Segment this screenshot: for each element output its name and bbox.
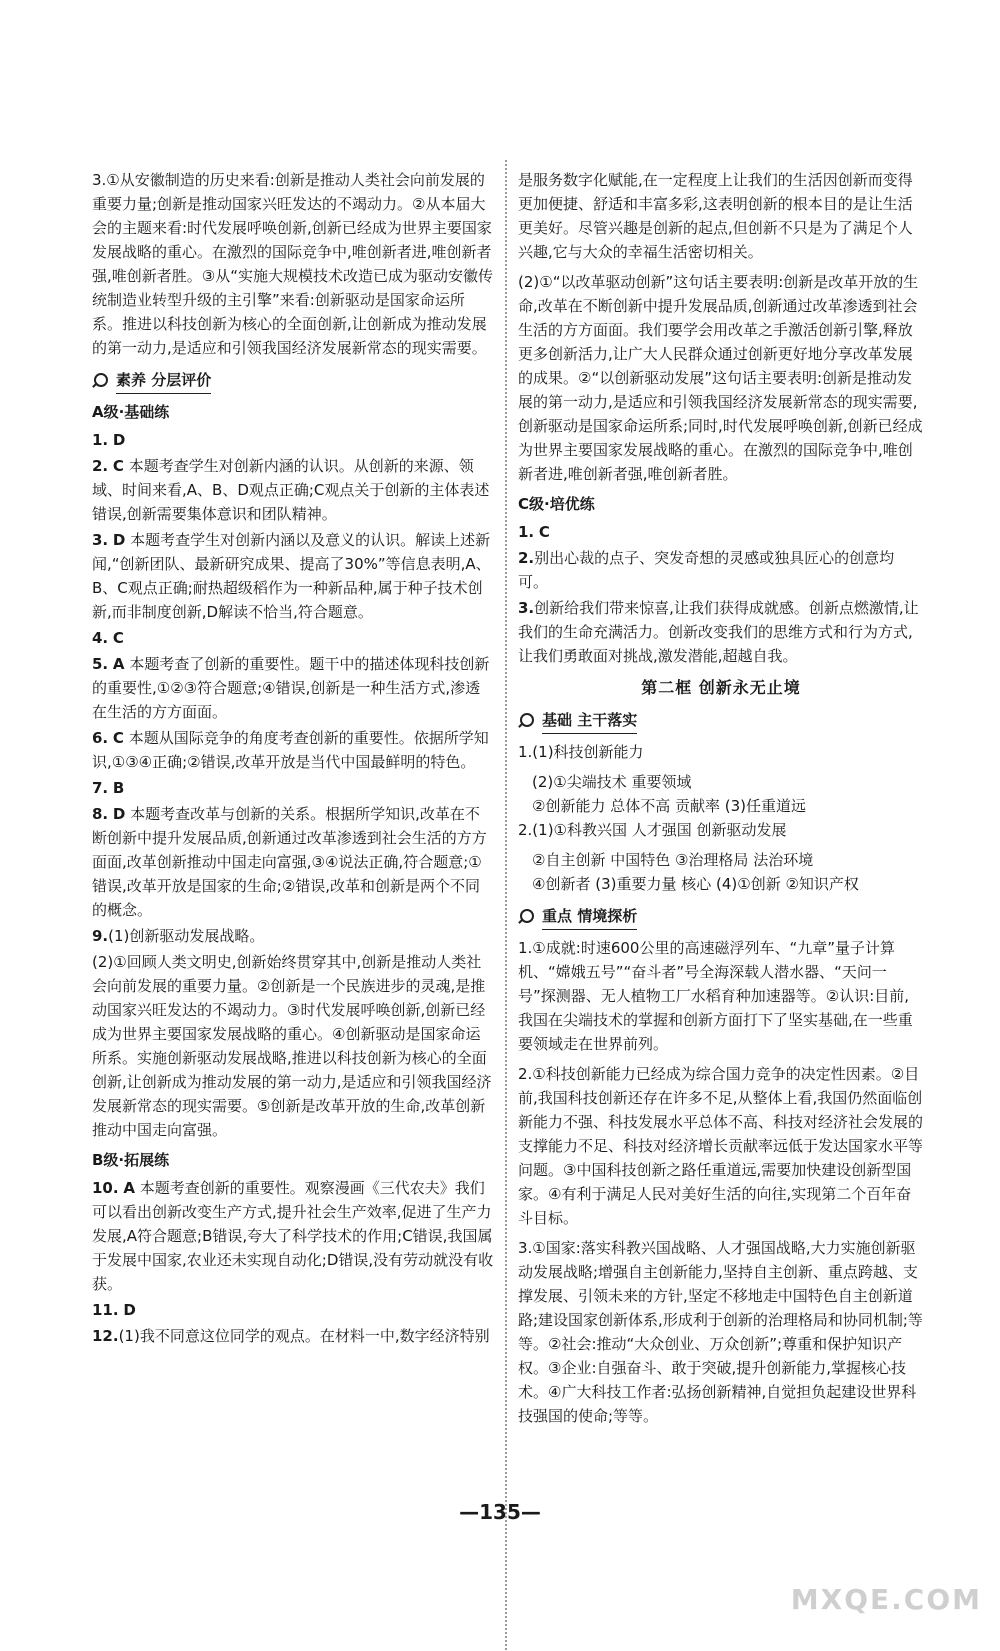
answer-item: [518, 546, 924, 594]
magnifier-icon: [518, 908, 536, 926]
answer-paragraph: 3.①从安徽制造的历史来看:创新是推动人类社会向前发展的重要力量;创新是推动国家兴旺发达的不竭动力。②从本届大会的主题来看:时代发展呼唤创新,创新已经成为世界主要国家发展战略的重心。在激烈的国际竞争中,唯创新者进,唯创新者强,唯创新者胜。③从“实施大规模技术改造已成为驱动安徽传统制造业转型升级的主引擎”来看:创新驱动是国家命运所系。推进以科技创新为核心的全面创新,让创新成为推动发展的第一动力,是适应和引领我国经济发展新常态的现实需要。: [92, 171, 493, 357]
answer-item: [92, 428, 494, 452]
item-explanation: 本题考查改革与创新的关系。根据所学知识,改革在不断创新中提升发展品质,创新通过改革渗透到社会生活的方方面面,改革创新推动中国走向富强,③④说法正确,符合题意;①错误,改革开放是国家的生命;②错误,改革和创新是两个不同的概念。: [92, 805, 487, 919]
item-explanation: (1)创新驱动发展战略。: [108, 927, 265, 945]
item-number: 11.: [92, 1301, 119, 1319]
item-answer: D: [112, 531, 126, 549]
item-explanation: 本题考查学生对创新内涵的认识。从创新的来源、领域、时间来看,A、B、D观点正确;C观点关于创新的主体表述错误,创新需要集体意识和团队精神。: [92, 457, 490, 523]
section-heading: [92, 368, 494, 394]
item-number: 9.: [92, 927, 109, 945]
level-heading: B级·拓展练: [92, 1151, 170, 1169]
answer-subline: ②自主创新 中国特色 ③治理格局 法治环境: [532, 851, 814, 869]
answer-paragraph: 2.①科技创新能力已经成为综合国力竞争的决定性因素。②目前,我国科技创新还存在许多不足,从整体上看,我国仍然面临创新能力不强、科技发展水平总体不高、科技对经济社会发展的支撑能力不足、科技对经济增长贡献率远低于发达国家水平等问题。③中国科技创新之路任重道远,需要加快建设创新型国家。④有利于满足人民对美好生活的向往,实现第二个百年奋斗目标。: [518, 1065, 924, 1227]
item-answer: A: [123, 1179, 135, 1197]
item-explanation: 本题考查了创新的重要性。题干中的描述体现科技创新的重要性,①②③符合题意;④错误,创新是一种生活方式,渗透在生活的方方面面。: [92, 655, 490, 721]
answer-paragraph: 1.①成就:时速600公里的高速磁浮列车、“九章”量子计算机、“嫦娥五号”“奋斗者”号全海深载人潜水器、“天问一号”探测器、无人植物工厂水稻育种加速器等。②认识:目前,我国在尖端技术的掌握和创新方面打下了坚实基础,在一些重要领域走在世界前列。: [518, 939, 913, 1053]
item-answer: D: [123, 1301, 136, 1319]
item-number: 2.: [518, 549, 535, 567]
section-heading-text: 基础 主干落实: [542, 708, 637, 734]
answer-item: [92, 1298, 494, 1322]
item-number: 4.: [92, 629, 109, 647]
answer-item: [92, 924, 494, 948]
answer-paragraph: 2.(1)①科教兴国 人才强国 创新驱动发展: [518, 821, 787, 839]
answer-item: [92, 626, 494, 650]
item-answer: C: [538, 523, 550, 541]
answer-item: [92, 1176, 494, 1296]
item-number: 1.: [518, 523, 535, 541]
item-explanation: (1)我不同意这位同学的观点。在材料一中,数字经济特别: [118, 1327, 490, 1345]
answer-subline: ②创新能力 总体不高 贡献率 (3)任重道远: [532, 797, 807, 815]
site-watermark: MXQE.COM: [790, 1583, 982, 1616]
section-heading-text: 重点 情境探析: [542, 904, 637, 930]
answer-subline: ④创新者 (3)重要力量 核心 (4)①创新 ②知识产权: [532, 875, 859, 893]
answer-subline: (2)①尖端技术 重要领域: [532, 773, 692, 791]
answer-paragraph: 1.(1)科技创新能力: [518, 743, 644, 761]
answer-item: [92, 776, 494, 800]
answer-item: [92, 528, 494, 624]
answer-item: [92, 726, 494, 774]
magnifier-icon: [518, 712, 536, 730]
item-number: 8.: [92, 805, 109, 823]
item-explanation: 本题考查学生对创新内涵以及意义的认识。解读上述新闻,“创新团队、最新研究成果、提高了30%”等信息表明,A、B、C观点正确;耐热超级稻作为一种新品种,属于种子技术创新,而非制度创新,D解读不恰当,符合题意。: [92, 531, 491, 621]
item-answer: B: [112, 779, 125, 797]
section-heading: [518, 708, 924, 734]
item-answer: D: [112, 805, 126, 823]
item-number: 2.: [92, 457, 109, 475]
item-number: 3.: [518, 599, 535, 617]
item-answer: C: [112, 457, 124, 475]
item-explanation: 别出心裁的点子、突发奇想的灵感或独具匠心的创意均可。: [518, 549, 895, 591]
item-number: 10.: [92, 1179, 119, 1197]
item-number: 1.: [92, 431, 109, 449]
item-answer: A: [112, 655, 125, 673]
chapter-title: 第二框 创新永无止境: [641, 678, 801, 697]
item-number: 12.: [92, 1327, 119, 1345]
level-heading: C级·培优练: [518, 495, 595, 513]
item-number: 5.: [92, 655, 109, 673]
column-divider: [505, 160, 507, 1651]
answer-item: [518, 596, 924, 668]
answer-paragraph: 是服务数字化赋能,在一定程度上让我们的生活因创新而变得更加便捷、舒适和丰富多彩,这表明创新的根本目的是让生活更美好。尽管兴趣是创新的起点,但创新不只是为了满足个人兴趣,它与大众的幸福生活密切相关。: [518, 171, 913, 261]
answer-paragraph: 3.①国家:落实科教兴国战略、人才强国战略,大力实施创新驱动发展战略;增强自主创新能力,坚持自主创新、重点跨越、支撑发展、引领未来的方针,坚定不移地走中国特色自主创新道路;建设国家创新体系,形成利于创新的治理格局和协同机制;等等。②社会:推动“大众创业、万众创新”;尊重和保护知识产权。③企业:自强奋斗、敢于突破,提升创新能力,掌握核心技术。④广大科技工作者:弘扬创新精神,自觉担负起建设世界科技强国的使命;等等。: [518, 1239, 923, 1425]
item-answer: C: [112, 629, 124, 647]
item-number: 3.: [92, 531, 109, 549]
answer-item: [92, 802, 494, 922]
answer-paragraph: (2)①“以改革驱动创新”这句话主要表明:创新是改革开放的生命,改革在不断创新中提升发展品质,创新通过改革渗透到社会生活的方方面面。我们要学会用改革之手激活创新引擎,释放更多创新活力,让广大人民群众通过创新更好地分享改革发展的成果。②“以创新驱动发展”这句话主要表明:创新是推动发展的第一动力,是适应和引领我国经济发展新常态的现实需要,创新驱动是国家命运所系;同时,时代发展呼唤创新,创新已经成为世界主要国家发展战略的重心。在激烈的国际竞争中,唯创新者进,唯创新者强,唯创新者胜。: [518, 273, 923, 483]
level-heading: A级·基础练: [92, 403, 170, 421]
answer-item: [92, 1324, 494, 1348]
answer-item: [92, 652, 494, 724]
answer-paragraph: (2)①回顾人类文明史,创新始终贯穿其中,创新是推动人类社会向前发展的重要力量。②创新是一个民族进步的灵魂,是推动国家兴旺发达的不竭动力。③时代发展呼唤创新,创新已经成为世界主要国家发展战略的重心。④创新驱动是国家命运所系。实施创新驱动发展战略,推进以科技创新为核心的全面创新,让创新成为推动发展的第一动力,是适应和引领我国经济发展新常态的现实需要。⑤创新是改革开放的生命,改革创新推动中国走向富强。: [92, 953, 492, 1139]
page-number: —135—: [459, 1500, 541, 1524]
answer-item: [518, 520, 924, 544]
left-column: [92, 168, 494, 1350]
item-answer: C: [112, 729, 124, 747]
item-explanation: 本题从国际竞争的角度考查创新的重要性。依据所学知识,①③④正确;②错误,改革开放是当代中国最鲜明的特色。: [92, 729, 489, 771]
magnifier-icon: [92, 372, 110, 390]
item-explanation: 创新给我们带来惊喜,让我们获得成就感。创新点燃激情,让我们的生命充满活力。创新改变我们的思维方式和行为方式,让我们勇敢面对挑战,激发潜能,超越自我。: [518, 599, 919, 665]
item-explanation: 本题考查创新的重要性。观察漫画《三代农夫》我们可以看出创新改变生产方式,提升社会生产效率,促进了生产力发展,A符合题意;B错误,夸大了科学技术的作用;C错误,我国属于发展中国家,农业还未实现自动化;D错误,没有劳动就没有收获。: [92, 1179, 494, 1293]
section-heading-text: 素养 分层评价: [116, 368, 211, 394]
right-column: [518, 168, 924, 1434]
answer-item: [92, 454, 494, 526]
section-heading: [518, 904, 924, 930]
item-number: 7.: [92, 779, 109, 797]
item-number: 6.: [92, 729, 109, 747]
item-answer: D: [112, 431, 126, 449]
